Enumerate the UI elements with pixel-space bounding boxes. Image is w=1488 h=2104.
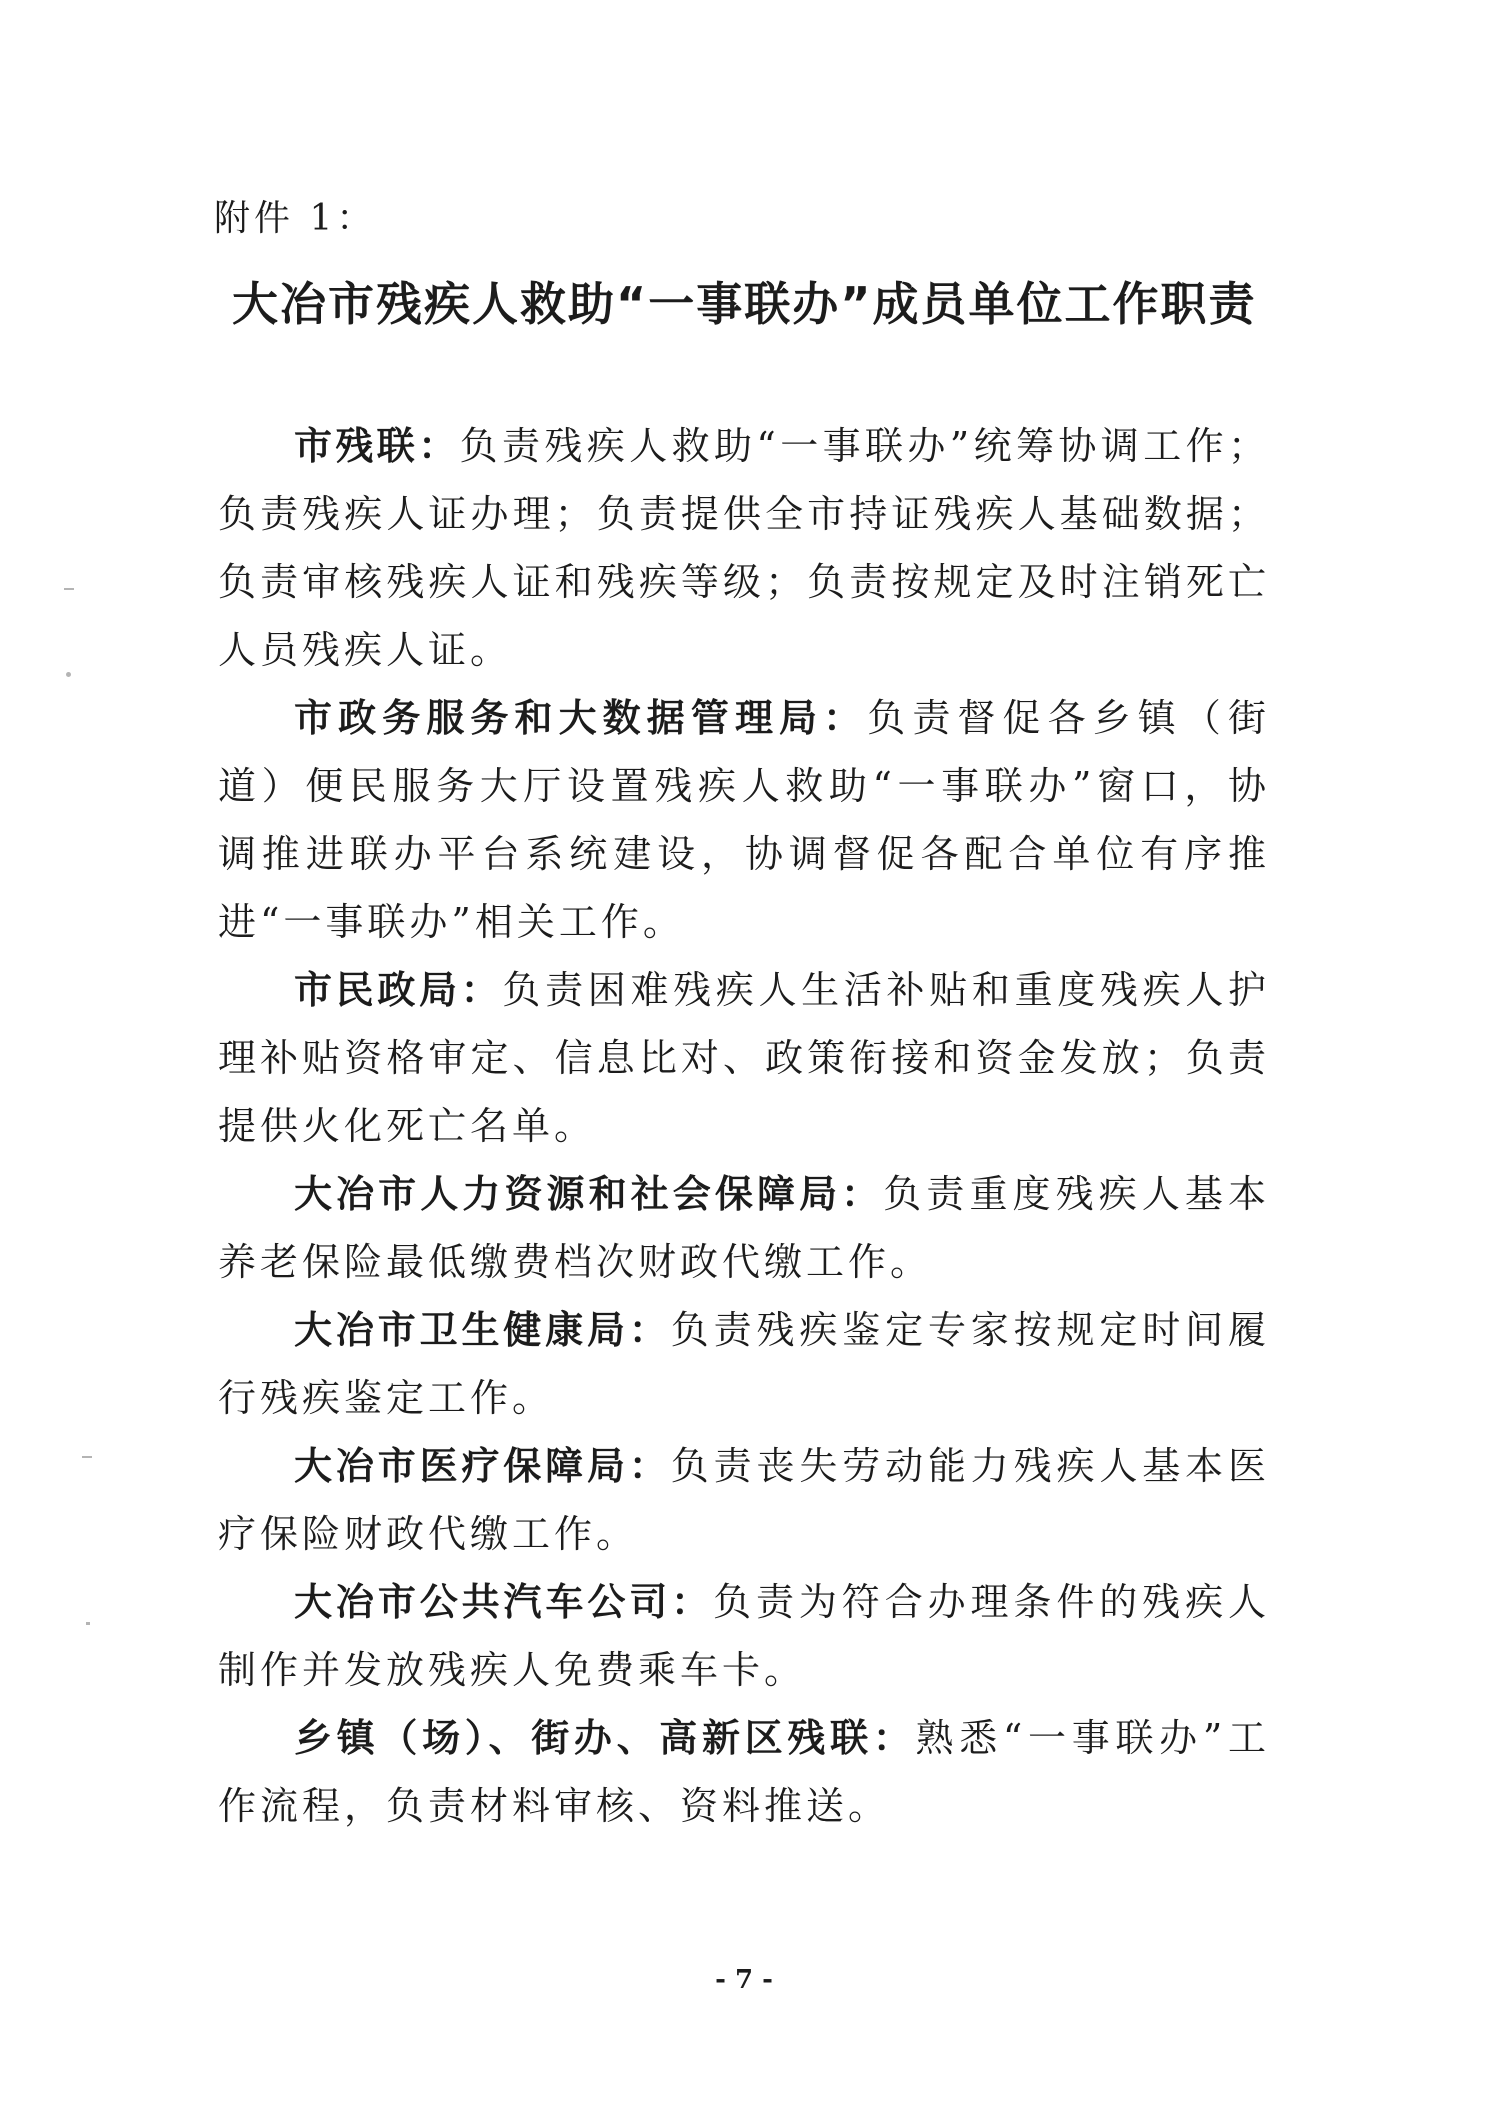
duty-paragraph <box>218 1296 1270 1432</box>
duty-text: 熟悉“一事联办”工作流程，负责材料审核、资料推送。 <box>218 1716 1270 1828</box>
duty-text: 负责为符合办理条件的残疾人制作并发放残疾人免费乘车卡。 <box>218 1580 1270 1692</box>
unit-name: 乡镇（场）、街办、高新区残联： <box>294 1716 916 1760</box>
unit-name: 大冶市公共汽车公司： <box>294 1580 714 1624</box>
duty-text: 负责丧失劳动能力残疾人基本医疗保险财政代缴工作。 <box>218 1444 1270 1556</box>
duty-text: 负责重度残疾人基本养老保险最低缴费档次财政代缴工作。 <box>218 1172 1270 1284</box>
document-title: 大冶市残疾人救助“一事联办”成员单位工作职责 <box>232 277 1257 331</box>
annex-label: 附件 1： <box>214 198 377 239</box>
duty-paragraph <box>218 412 1270 684</box>
unit-name: 大冶市医疗保障局： <box>294 1444 671 1488</box>
duty-text: 负责困难残疾人生活补贴和重度残疾人护理补贴资格审定、信息比对、政策衔接和资金发放；负责提供火化死亡名单。 <box>218 968 1270 1148</box>
duty-paragraph <box>218 1160 1270 1296</box>
scan-speck <box>64 588 74 590</box>
unit-name: 市残联： <box>294 424 460 468</box>
duty-text: 负责残疾人救助“一事联办”统筹协调工作；负责残疾人证办理；负责提供全市持证残疾人基础数据；负责审核残疾人证和残疾等级；负责按规定及时注销死亡人员残疾人证。 <box>218 424 1270 672</box>
duty-paragraph <box>218 956 1270 1160</box>
scan-speck <box>66 672 71 677</box>
duty-text: 负责残疾鉴定专家按规定时间履行残疾鉴定工作。 <box>218 1308 1270 1420</box>
unit-name: 市政务服务和大数据管理局： <box>294 696 868 740</box>
duty-paragraph <box>218 684 1270 956</box>
duty-text: 负责督促各乡镇（街道）便民服务大厅设置残疾人救助“一事联办”窗口，协调推进联办平台系统建设，协调督促各配合单位有序推进“一事联办”相关工作。 <box>218 696 1270 944</box>
duty-paragraph <box>218 1568 1270 1704</box>
duty-paragraph <box>218 1704 1270 1840</box>
scan-speck <box>86 1622 90 1625</box>
duty-paragraph <box>218 1432 1270 1568</box>
unit-name: 市民政局： <box>294 968 503 1012</box>
unit-name: 大冶市卫生健康局： <box>294 1308 671 1352</box>
page-number: - 7 - <box>715 1965 773 1995</box>
scan-speck <box>82 1456 92 1458</box>
unit-name: 大冶市人力资源和社会保障局： <box>294 1172 884 1216</box>
document-body <box>218 412 1270 1840</box>
